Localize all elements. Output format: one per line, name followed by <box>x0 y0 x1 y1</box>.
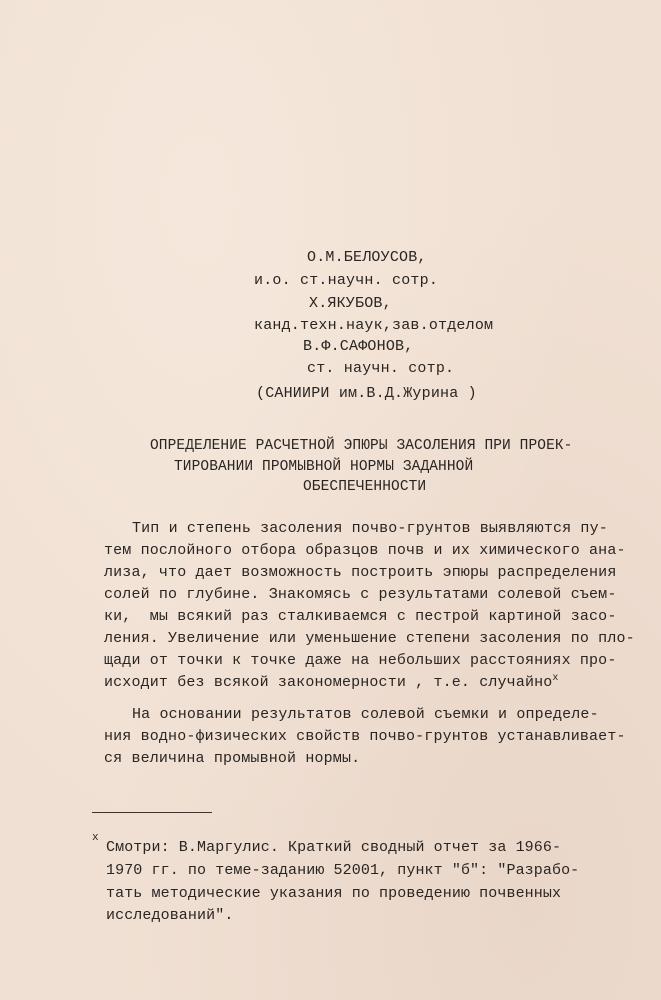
paragraph-1-line-8 <box>104 673 559 693</box>
paragraph-1-line-3: лиза, что дает возможность построить эпюры распределения <box>104 564 617 581</box>
paragraph-1-line-2: тем послойного отбора образцов почв и их химического ана- <box>104 542 626 559</box>
footnote-line-1: Смотри: В.Маргулис. Краткий сводный отчет за 1966- <box>106 839 562 856</box>
paragraph-1-line-4: солей по глубине. Знакомясь с результатами солевой съем- <box>104 586 617 603</box>
author-2-title: канд.техн.наук,зав.отделом <box>254 317 494 334</box>
paragraph-2-line-1: На основании результатов солевой съемки и определе- <box>132 706 599 723</box>
paragraph-2-line-3: ся величина промывной нормы. <box>104 750 361 767</box>
footnote-mark: x <box>92 832 99 844</box>
footnote-line-2: 1970 гг. по теме-заданию 52001, пункт "б": "Разрабо- <box>106 862 580 879</box>
paragraph-1-line-8-text: исходит без всякой закономерности , т.е. случайно <box>104 674 553 691</box>
title-line-3: ОБЕСПЕЧЕННОСТИ <box>303 479 427 495</box>
author-3-title: ст. научн. сотр. <box>307 360 455 377</box>
title-line-1: ОПРЕДЕЛЕНИЕ РАСЧЕТНОЙ ЭПЮРЫ ЗАСОЛЕНИЯ ПРИ ПРОЕК- <box>150 438 573 454</box>
footnote-separator <box>92 812 212 813</box>
paragraph-1-line-1: Тип и степень засоления почво-грунтов выявляются пу- <box>132 520 608 537</box>
paragraph-1-line-7: щади от точки к точке даже на небольших расстояниях про- <box>104 652 617 669</box>
footnote-line-3: тать методические указания по проведению почвенных <box>106 885 562 902</box>
author-1-name: О.М.БЕЛОУСОВ, <box>307 249 427 266</box>
institution: (САНИИРИ им.В.Д.Журина ) <box>256 385 477 402</box>
author-2-name: Х.ЯКУБОВ, <box>309 295 392 312</box>
paragraph-1-line-6: ления. Увеличение или уменьшение степени засоления по пло- <box>104 630 635 647</box>
paragraph-2-line-2: ния водно-физических свойств почво-грунтов устанавливает- <box>104 728 626 745</box>
paragraph-1-line-5: ки, мы всякий раз сталкиваемся с пестрой картиной засо- <box>104 608 617 625</box>
title-line-2: ТИРОВАНИИ ПРОМЫВНОЙ НОРМЫ ЗАДАННОЙ <box>174 459 474 475</box>
author-1-title: и.о. ст.научн. сотр. <box>254 272 439 289</box>
author-3-name: В.Ф.САФОНОВ, <box>303 338 414 355</box>
footnote-line-4: исследований". <box>106 907 234 924</box>
footnote-reference: x <box>552 673 559 684</box>
